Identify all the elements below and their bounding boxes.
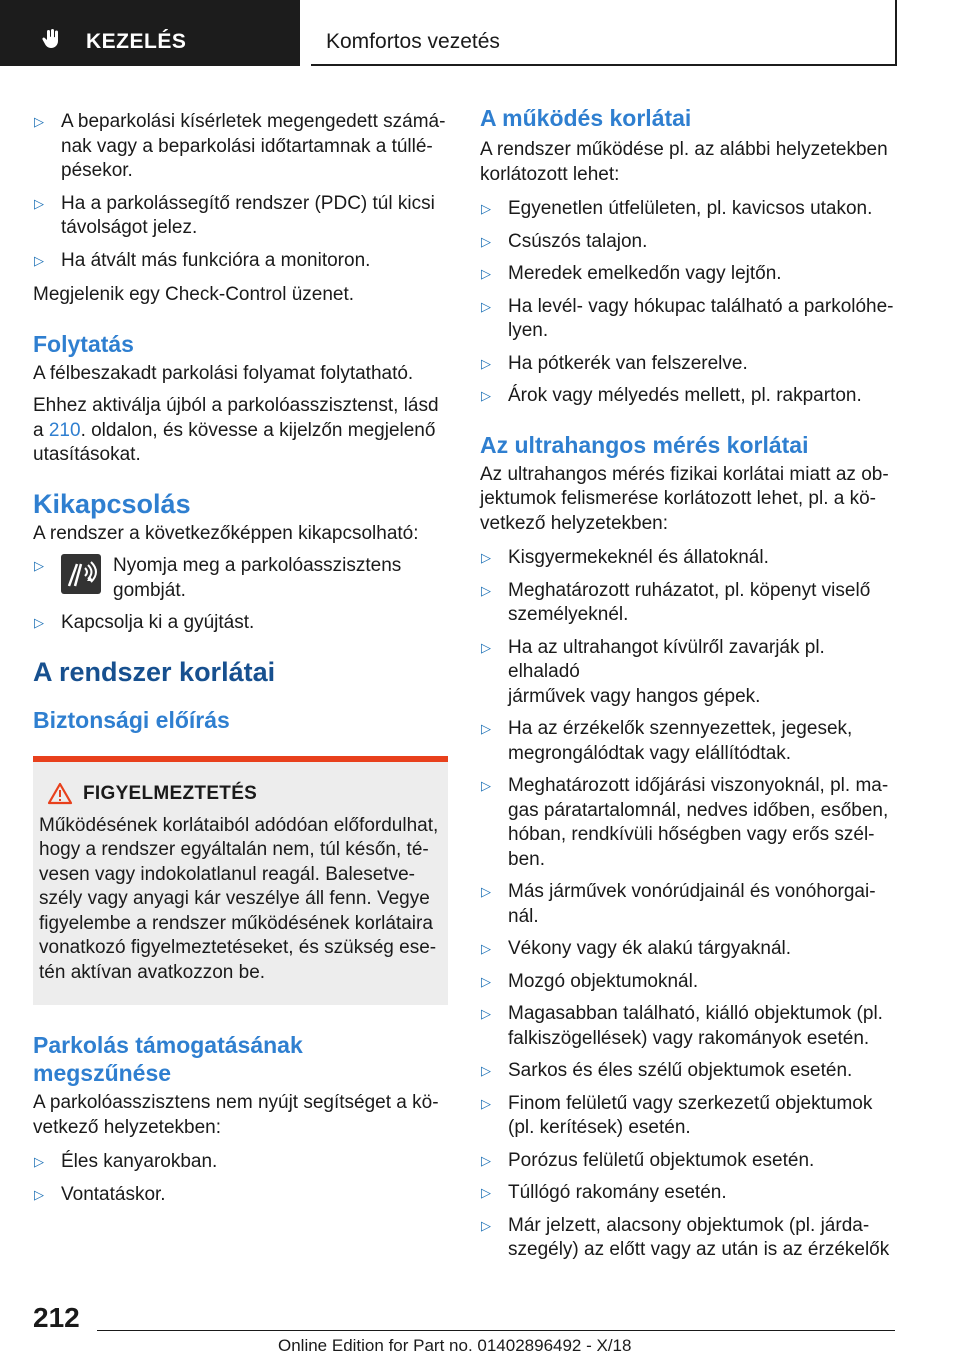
list-item [33, 1183, 448, 1208]
list-item-text: Már jelzett, alacsony objektumok (pl. járda- szegély) az előtt vagy az után is az érzékelők [508, 1214, 890, 1260]
list-item-text: Ha a parkolássegítő rendszer (PDC) túl kicsi távolságot jelez. [61, 192, 435, 238]
edition-text: Online Edition for Part no. 01402896492 - X/18 [278, 1336, 632, 1355]
megszunese-intro: A parkolóasszisztens nem nyújt segítséget a kö- vetkező helyzetekben: [33, 1092, 439, 1138]
bullet-triangle-icon: ▷ [481, 1217, 491, 1233]
list-item [33, 110, 448, 184]
list-item [480, 1092, 895, 1141]
list-item-text: Árok vagy mélyedés mellett, pl. rakparton. [508, 385, 862, 406]
bullet-triangle-icon: ▷ [481, 721, 491, 736]
folytatas-p2a: Ehhez aktiválja újból a parkolóasszisztenst, lásd a [33, 395, 439, 441]
bullet-triangle-icon: ▷ [481, 201, 491, 216]
left-column [33, 100, 448, 1207]
list-item [480, 970, 895, 995]
list-item [480, 880, 895, 929]
list-item-text: Éles kanyarokban. [61, 1151, 218, 1172]
warning-title [39, 782, 442, 806]
chapter-title: Komfortos vezetés [326, 30, 500, 53]
list-item [480, 352, 895, 377]
list-item [480, 1181, 895, 1206]
bullet-triangle-icon: ▷ [481, 1152, 491, 1168]
list-item-text: Kisgyermekeknél és állatoknál. [508, 547, 769, 568]
list-item-text: Ha pótkerék van felszerelve. [508, 352, 748, 374]
bullet-triangle-icon: ▷ [481, 388, 491, 403]
list-item [480, 636, 895, 710]
list-item-text: Vékony vagy ék alakú tárgyaknál. [508, 938, 792, 959]
warning-box [33, 756, 448, 1006]
footer-divider [97, 1330, 895, 1331]
bullet-triangle-icon: ▷ [34, 252, 44, 268]
list-item [33, 554, 448, 603]
bullet-triangle-icon: ▷ [481, 941, 491, 956]
folytatas-p1: A félbeszakadt parkolási folyamat folytatható. [33, 362, 414, 384]
list-item [480, 295, 895, 344]
bullet-triangle-icon: ▷ [481, 884, 491, 899]
bullet-triangle-icon: ▷ [481, 973, 491, 989]
list-item [480, 774, 895, 872]
list-item [480, 717, 895, 766]
mukodes-intro: A rendszer működése pl. az alábbi helyzetekben korlátozott lehet: [480, 139, 888, 185]
bullet-triangle-icon: ▷ [481, 639, 491, 655]
bullet-triangle-icon: ▷ [481, 1006, 491, 1021]
heading-biztonsagi: Biztonsági előírás [33, 706, 230, 733]
list-item [480, 197, 895, 222]
page-number: 212 [33, 1302, 80, 1333]
chapter-tab [311, 0, 897, 66]
bullet-triangle-icon: ▷ [34, 615, 44, 630]
list-item [480, 1149, 895, 1174]
list-item-text: Finom felületű vagy szerkezetű objektumok (pl. kerítések) esetén. [508, 1092, 873, 1138]
heading-ultrahang: Az ultrahangos mérés korlátai [480, 431, 809, 458]
list-item [480, 1059, 895, 1084]
list-item-text: Csúszós talajon. [508, 230, 648, 252]
list-item-text: Túllógó rakomány esetén. [508, 1182, 727, 1203]
list-item-text: Meghatározott ruházatot, pl. köpenyt viselő személyeknél. [508, 579, 871, 625]
list-item-text: Meghatározott időjárási viszonyoknál, pl. ma- gas páratartalomnál, nedves időben, esőben, hóban, rendkívüli hőségben vagy erős szél- ben. [508, 775, 889, 870]
warning-triangle-icon [47, 782, 73, 805]
ultrahang-intro: Az ultrahangos mérés fizikai korlátai miatt az ob- jektumok felismerése korlátozott lehet, pl. a kö- vetkező helyzetekben: [480, 463, 889, 534]
list-item-text: A beparkolási kísérletek megengedett számá- nak vagy a beparkolási időtartamnak a túllé- pésekor. [61, 111, 446, 181]
hand-icon [40, 27, 64, 51]
bullet-triangle-icon: ▷ [481, 233, 491, 249]
list-item-text: Más járművek vonórúdjainál és vonóhorgai- nál. [508, 881, 876, 927]
folytatas-p2 [33, 394, 448, 468]
list-item-text: Porózus felületű objektumok esetén. [508, 1149, 815, 1171]
bullet-triangle-icon: ▷ [481, 298, 491, 314]
heading-megszunese: Parkolás támogatásának megszűnése [33, 1032, 303, 1086]
list-item-text: Nyomja meg a parkolóasszisztens gombját. [113, 555, 402, 601]
list-item [480, 384, 895, 409]
list-item-text: Egyenetlen útfelületen, pl. kavicsos utakon. [508, 198, 873, 219]
folytatas-p2b: . oldalon, és kövesse a kijelzőn megjelenő utasításokat. [33, 419, 436, 465]
list-item [480, 546, 895, 571]
bullet-triangle-icon: ▷ [34, 195, 44, 211]
list-item-text: Kapcsolja ki a gyújtást. [61, 612, 255, 633]
list-item [480, 579, 895, 628]
list-item-text: Meredek emelkedőn vagy lejtőn. [508, 263, 782, 284]
list-item [33, 1150, 448, 1175]
kikapcs-intro: A rendszer a következőképpen kikapcsolható: [33, 522, 419, 544]
bullet-triangle-icon: ▷ [34, 1154, 44, 1169]
warning-title-text: FIGYELMEZTETÉS [83, 782, 258, 804]
list-item [480, 937, 895, 962]
list-item [33, 249, 448, 274]
list-item-text: Sarkos és éles szélű objektumok esetén. [508, 1060, 853, 1081]
list-item [480, 230, 895, 255]
bullet-triangle-icon: ▷ [481, 778, 491, 793]
list-item [480, 1002, 895, 1051]
list-item-text: Ha az ultrahangot kívülről zavarják pl. elhaladó járművek vagy hangos gépek. [508, 636, 825, 707]
bullet-triangle-icon: ▷ [481, 266, 491, 281]
list-item [480, 1214, 895, 1263]
section-title: KEZELÉS [86, 30, 187, 53]
bullet-triangle-icon: ▷ [481, 355, 491, 371]
bullet-triangle-icon: ▷ [34, 114, 44, 129]
warning-text: Működésének korlátaiból adódóan előfordulhat, hogy a rendszer egyáltalán nem, túl későn, té- vesen vagy indokolatlanul reagál. Balesetve- szély vagy anyagi kár veszélye áll fenn. Vegye figyelembe a rendszer működésének korlátaira vonatkozó figyelmeztetéseket, és szükség ese- tén aktívan avatkozzon be. [39, 814, 439, 983]
list-item-text: Mozgó objektumoknál. [508, 970, 699, 992]
parking-assistant-button-icon [61, 554, 101, 594]
page-header [0, 0, 960, 66]
bullet-triangle-icon: ▷ [481, 1063, 491, 1078]
bullet-triangle-icon: ▷ [481, 1095, 491, 1111]
heading-korlatai: A rendszer korlátai [33, 656, 276, 687]
heading-mukodes: A működés korlátai [480, 105, 692, 131]
heading-kikapcsolas: Kikapcsolás [33, 488, 191, 519]
page-link[interactable]: 210 [48, 419, 81, 441]
list-item-text: Ha levél- vagy hókupac található a parkolóhe- lyen. [508, 295, 894, 341]
list-item [33, 192, 448, 241]
bullet-triangle-icon: ▷ [481, 550, 491, 565]
right-column [480, 100, 895, 1263]
bullet-triangle-icon: ▷ [481, 1185, 491, 1200]
heading-folytatas: Folytatás [33, 330, 134, 357]
list-item-text: Vontatáskor. [61, 1183, 166, 1205]
list-item [33, 611, 448, 636]
list-item-text: Magasabban található, kiálló objektumok (pl. falkiszögellések) vagy rakományok esetén. [508, 1003, 883, 1049]
list-item-text: Ha átvált más funkcióra a monitoron. [61, 249, 371, 271]
list-item-text: Ha az érzékelők szennyezettek, jegesek, megrongálódtak vagy elállítódtak. [508, 718, 853, 764]
bullet-triangle-icon: ▷ [481, 582, 491, 598]
section-tab [0, 0, 300, 66]
bullet-triangle-icon: ▷ [34, 1186, 44, 1202]
bullet-triangle-icon: ▷ [34, 558, 44, 573]
check-control-note: Megjelenik egy Check-Control üzenet. [33, 284, 355, 305]
list-item [480, 262, 895, 287]
